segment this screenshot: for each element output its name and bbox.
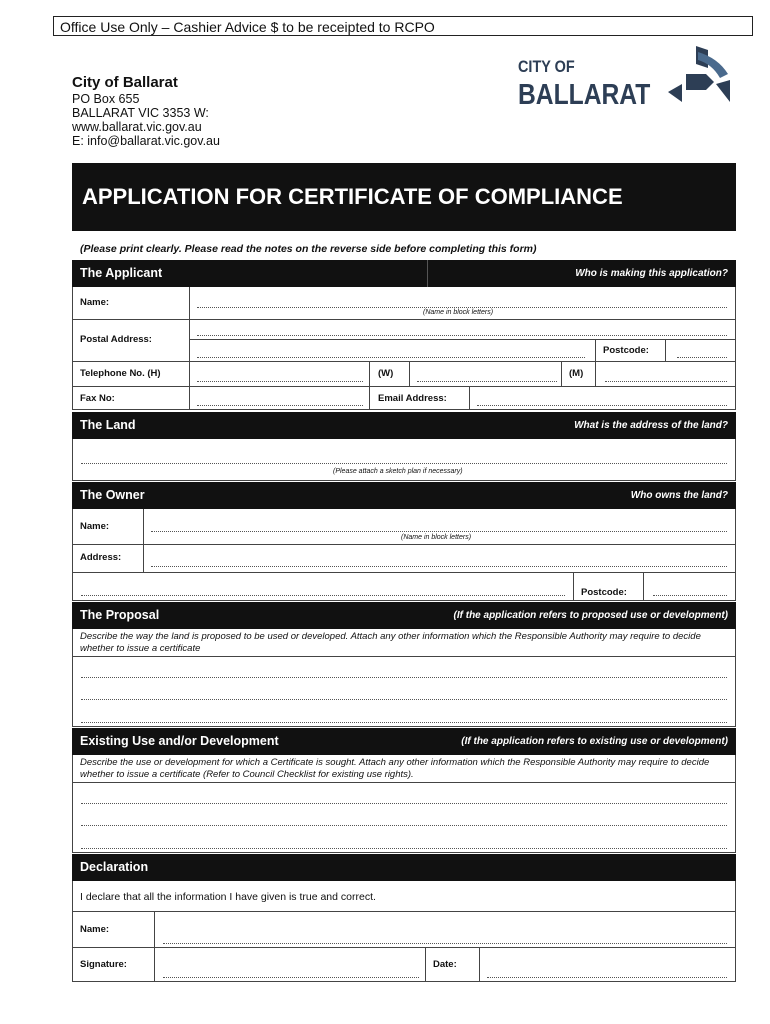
owner-address-input-line1[interactable] (151, 566, 727, 567)
address-line: E: info@ballarat.vic.gov.au (72, 134, 220, 148)
section-title: The Proposal (80, 608, 160, 622)
applicant-fields (72, 287, 736, 410)
divider (595, 339, 596, 361)
fax-input[interactable] (197, 405, 363, 406)
telephone-home-input[interactable] (197, 381, 363, 382)
section-title: The Owner (80, 488, 145, 502)
divider (73, 544, 735, 545)
divider (427, 260, 428, 287)
proposal-section-header (72, 602, 736, 629)
land-fields (72, 439, 736, 481)
field-label: Address: (80, 552, 122, 563)
proposal-input-line1[interactable] (81, 677, 727, 678)
field-hint: (Name in block letters) (423, 309, 494, 316)
divider (73, 947, 735, 948)
logo-city-of-text: CITY OF (518, 57, 575, 77)
divider (409, 361, 410, 386)
section-question: Who owns the land? (630, 490, 728, 501)
field-label: Signature: (80, 959, 127, 970)
logo-ballarat-text: BALLARAT (518, 78, 651, 108)
divider (73, 386, 735, 387)
section-question: (If the application refers to proposed use or development) (453, 610, 728, 621)
field-label: Name: (80, 521, 110, 532)
field-label: Postcode: (603, 345, 649, 356)
existing-use-fields (72, 755, 736, 853)
section-title: The Applicant (80, 266, 163, 280)
section-question: (If the application refers to existing use or development) (461, 736, 728, 747)
field-label: Date: (433, 959, 457, 970)
section-question: What is the address of the land? (574, 420, 728, 431)
land-address-input[interactable] (81, 463, 727, 464)
field-label: Name: (80, 297, 110, 308)
field-label: Postcode: (581, 587, 627, 598)
divider (665, 339, 666, 361)
divider (189, 287, 190, 410)
owner-postcode-input[interactable] (653, 595, 727, 596)
divider (73, 911, 735, 912)
existing-use-description: Describe the use or development for which a Certificate is sought. Attach any other information which the Responsible Authority may require to decide whether to issue a certificate (Refer to Council Checklist for existing use rights). (80, 757, 710, 780)
declaration-fields (72, 881, 736, 982)
address-line: www.ballarat.vic.gov.au (72, 120, 202, 134)
owner-address-input-line2[interactable] (81, 595, 565, 596)
postal-address-input-line2[interactable] (197, 357, 585, 358)
applicant-postcode-input[interactable] (677, 357, 727, 358)
divider (73, 656, 735, 657)
owner-fields (72, 509, 736, 601)
field-label: Email Address: (378, 393, 447, 404)
proposal-input-line3[interactable] (81, 722, 727, 723)
declaration-statement: I declare that all the information I have given is true and correct. (80, 891, 376, 903)
form-title-banner: APPLICATION FOR CERTIFICATE OF COMPLIANCE (72, 163, 736, 231)
divider (573, 572, 574, 601)
address-line: PO Box 655 (72, 92, 140, 106)
existing-use-input-line1[interactable] (81, 803, 727, 804)
city-of-ballarat-logo (518, 44, 733, 108)
divider (425, 947, 426, 982)
address-line: BALLARAT VIC 3353 W: (72, 106, 209, 120)
field-label: Postal Address: (80, 334, 152, 345)
proposal-input-line2[interactable] (81, 699, 727, 700)
applicant-section-header (72, 260, 736, 287)
field-label: Name: (80, 924, 110, 935)
field-hint: (Please attach a sketch plan if necessary) (333, 468, 463, 475)
email-input[interactable] (477, 405, 727, 406)
divider (561, 361, 562, 386)
divider (189, 339, 735, 340)
divider (73, 361, 735, 362)
telephone-mobile-input[interactable] (605, 381, 727, 382)
section-title: Declaration (80, 860, 149, 874)
proposal-description: Describe the way the land is proposed to be used or developed. Attach any other information which the Responsible Authority may require to decide whether to issue a certificate (80, 631, 701, 654)
field-label: (M) (569, 368, 584, 379)
proposal-fields (72, 629, 736, 727)
instructions-note: (Please print clearly. Please read the notes on the reverse side before completing this form) (80, 243, 537, 255)
divider (479, 947, 480, 982)
applicant-name-input[interactable] (197, 307, 727, 308)
field-hint: (Name in block letters) (401, 534, 472, 541)
owner-name-input[interactable] (151, 531, 727, 532)
field-label: (W) (378, 368, 394, 379)
declaration-section-header (72, 854, 736, 881)
existing-use-section-header (72, 728, 736, 755)
existing-use-input-line2[interactable] (81, 825, 727, 826)
section-title: The Land (80, 418, 136, 432)
divider (73, 782, 735, 783)
field-label: Telephone No. (H) (80, 368, 161, 379)
existing-use-input-line3[interactable] (81, 848, 727, 849)
divider (73, 572, 735, 573)
field-label: Fax No: (80, 393, 115, 404)
divider (643, 572, 644, 601)
office-use-box: Office Use Only – Cashier Advice $ to be receipted to RCPO (53, 16, 753, 36)
council-name: City of Ballarat (72, 74, 178, 91)
divider (469, 386, 470, 410)
signature-input[interactable] (163, 977, 419, 978)
land-section-header (72, 412, 736, 439)
owner-section-header (72, 482, 736, 509)
section-title: Existing Use and/or Development (80, 734, 279, 748)
divider (143, 509, 144, 572)
section-question: Who is making this application? (575, 268, 728, 279)
postal-address-input-line1[interactable] (197, 335, 727, 336)
declaration-name-input[interactable] (163, 943, 727, 944)
council-address-block (72, 76, 220, 148)
divider (73, 319, 735, 320)
telephone-work-input[interactable] (417, 381, 557, 382)
divider (595, 361, 596, 386)
date-input[interactable] (487, 977, 727, 978)
